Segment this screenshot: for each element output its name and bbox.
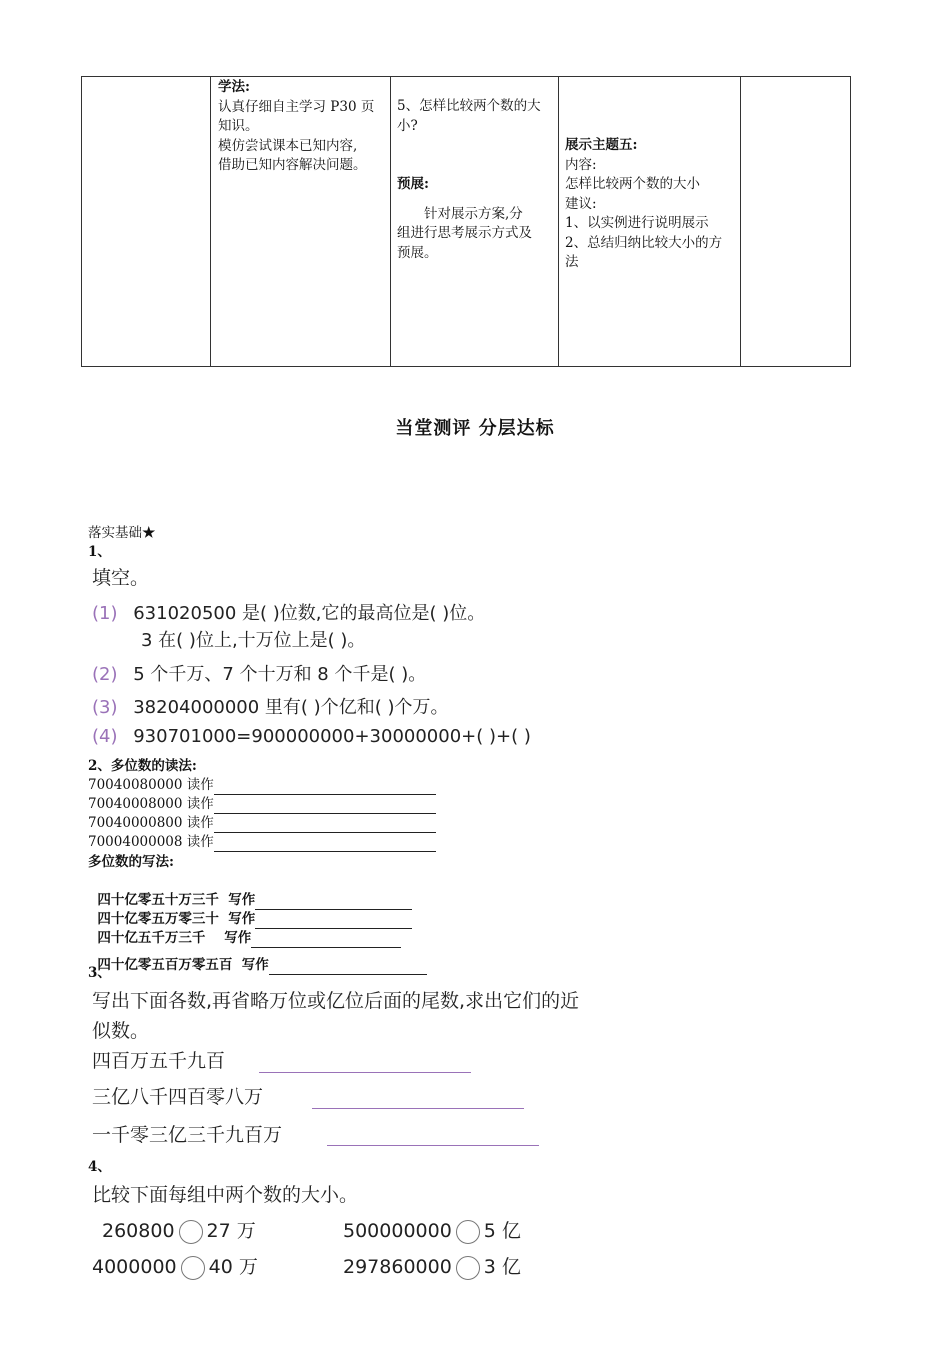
question-line: 5、怎样比较两个数的大 <box>397 98 541 114</box>
question-2-heading: 2、多位数的读法: <box>88 758 197 774</box>
table-divider <box>390 77 391 366</box>
fill-item-number: (3) <box>92 697 118 718</box>
compare-right-value: 3 亿 <box>483 1256 521 1278</box>
fill-item-text: 5 个千万、7 个十万和 8 个千是( )。 <box>133 664 427 685</box>
answer-blank[interactable] <box>214 799 436 814</box>
fill-item-text: 38204000000 里有( )个亿和( )个万。 <box>133 697 449 718</box>
question-4-number: 4、 <box>88 1159 111 1175</box>
section-title: 当堂测评 分层达标 <box>395 418 555 439</box>
compare-circle[interactable] <box>179 1220 203 1244</box>
answer-blank[interactable] <box>214 837 436 852</box>
write-heading: 多位数的写法: <box>88 854 174 870</box>
approx-item: 三亿八千四百零八万 <box>92 1086 264 1108</box>
question-1-heading: 填空。 <box>92 567 150 589</box>
fill-item-1 <box>92 599 485 625</box>
read-line <box>88 776 436 795</box>
fill-item-number: (1) <box>92 603 118 624</box>
read-line-text: 70004000008 读作 <box>88 834 214 850</box>
display-topic-line: 建议: <box>565 195 597 212</box>
answer-blank[interactable] <box>214 780 436 795</box>
answer-blank[interactable] <box>259 1072 471 1073</box>
read-line-text: 70040008000 读作 <box>88 796 214 812</box>
write-line-text: 四十亿零五十万三千 写作 <box>97 892 256 908</box>
question-line: 小? <box>397 117 418 134</box>
compare-pair <box>343 1216 521 1244</box>
answer-blank[interactable] <box>312 1108 524 1109</box>
write-line-text: 四十亿零五万零三十 写作 <box>97 911 256 927</box>
study-method-cell <box>218 78 388 176</box>
approx-item: 四百万五千九百 <box>92 1050 226 1072</box>
question-3-number: 3、 <box>88 965 111 981</box>
compare-circle[interactable] <box>456 1256 480 1280</box>
answer-blank[interactable] <box>327 1145 539 1146</box>
preview-heading: 预展: <box>397 176 429 192</box>
compare-left-value: 4000000 <box>92 1256 177 1278</box>
table-divider <box>210 77 211 366</box>
display-topic-line: 2、总结归纳比较大小的方 <box>565 234 723 251</box>
question-4-heading: 比较下面每组中两个数的大小。 <box>92 1184 359 1206</box>
read-line <box>88 814 436 833</box>
basic-level-label: 落实基础★ <box>88 525 156 541</box>
table-divider <box>740 77 741 366</box>
compare-right-value: 5 亿 <box>483 1220 521 1242</box>
display-topic-cell <box>565 136 737 273</box>
display-topic-line: 内容: <box>565 156 597 173</box>
write-line-text: 四十亿零五百万零五百 写作 <box>97 957 269 973</box>
compare-right-value: 40 万 <box>208 1256 258 1278</box>
fill-item-2 <box>92 660 426 686</box>
fill-item-number: (2) <box>92 664 118 685</box>
question-1-number: 1、 <box>88 544 111 560</box>
compare-left-value: 297860000 <box>343 1256 452 1278</box>
compare-pair <box>92 1252 258 1280</box>
display-topic-heading: 展示主题五: <box>565 137 638 153</box>
study-method-line: 借助已知内容解决问题。 <box>218 157 367 173</box>
fill-item-text: 631020500 是( )位数,它的最高位是( )位。 <box>133 603 486 624</box>
preview-line: 组进行思考展示方式及 <box>397 225 532 241</box>
study-method-line: 知识。 <box>218 118 259 134</box>
read-line <box>88 795 436 814</box>
study-method-line: 认真仔细自主学习 P30 页 <box>218 98 375 115</box>
read-line <box>88 833 436 852</box>
display-topic-line: 1、以实例进行说明展示 <box>565 215 709 231</box>
write-line-text: 四十亿五千万三千 写作 <box>97 930 252 946</box>
compare-left-value: 500000000 <box>343 1220 452 1242</box>
fill-item-number: (4) <box>92 726 118 747</box>
fill-item-1-continued <box>141 626 365 652</box>
answer-blank[interactable] <box>269 960 427 975</box>
display-topic-line: 法 <box>565 254 579 270</box>
display-topic-line: 怎样比较两个数的大小 <box>565 176 700 192</box>
fill-item-text: 930701000=900000000+30000000+( )+( ) <box>133 726 531 747</box>
approx-item: 一千零三亿三千九百万 <box>92 1124 283 1146</box>
study-method-heading: 学法: <box>218 79 250 95</box>
compare-circle[interactable] <box>181 1256 205 1280</box>
compare-circle[interactable] <box>456 1220 480 1244</box>
read-line-text: 70040080000 读作 <box>88 777 214 793</box>
question-3-heading-line: 似数。 <box>92 1020 150 1042</box>
compare-right-value: 27 万 <box>206 1220 256 1242</box>
read-line-text: 70040000800 读作 <box>88 815 214 831</box>
fill-item-3 <box>92 693 448 719</box>
fill-item-4 <box>92 726 531 747</box>
answer-blank[interactable] <box>214 818 436 833</box>
lesson-table <box>81 76 851 367</box>
fill-item-text: 3 在( )位上,十万位上是( )。 <box>141 630 366 651</box>
table-divider <box>558 77 559 366</box>
preview-line: 针对展示方案,分 <box>424 205 523 222</box>
compare-pair <box>343 1252 521 1280</box>
compare-left-value: 260800 <box>102 1220 175 1242</box>
preview-line: 预展。 <box>397 244 438 261</box>
study-method-line: 模仿尝试课本已知内容, <box>218 137 358 154</box>
question-3-heading-line: 写出下面各数,再省略万位或亿位后面的尾数,求出它们的近 <box>92 990 580 1012</box>
write-line <box>88 937 427 975</box>
compare-pair <box>102 1216 256 1244</box>
question-cell <box>397 97 555 263</box>
